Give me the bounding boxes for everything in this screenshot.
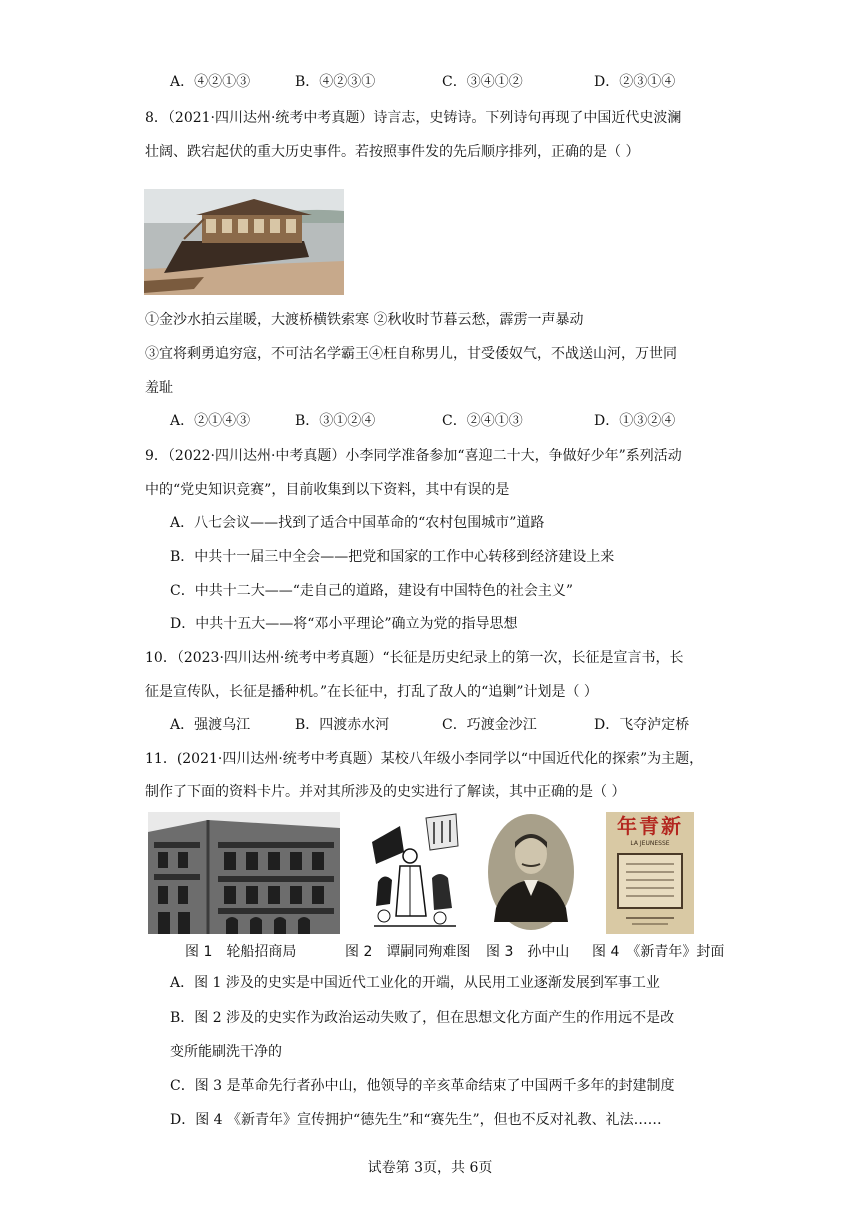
magazine-title: 年青新: [617, 814, 683, 838]
fig3-sun-yat-sen-portrait: [486, 812, 576, 934]
q10-option-c: C．巧渡金沙江: [442, 717, 537, 733]
q10-option-b: B．四渡赤水河: [295, 717, 390, 733]
q8-poem-line2: ③宜将剩勇追穷寇，不可沽名学霸王④枉自称男儿，甘受倭奴气，不战送山河，万世同: [145, 346, 677, 362]
q11-stem-line1: 11．(2021·四川达州·统考中考真题）某校八年级小李同学以“中国近代化的探索”为主题，: [145, 751, 704, 767]
fig1-merchants-building-photo: [148, 812, 340, 934]
fig4-new-youth-cover: [606, 812, 694, 934]
page-footer: 试卷第 3页，共 6页: [367, 1160, 493, 1176]
fig1-caption: 图 1 轮船招商局: [185, 944, 297, 960]
fig3-caption: 图 3 孙中山: [486, 944, 570, 960]
q9-stem-line1: 9．（2022·四川达州·中考真题）小李同学准备参加“喜迎二十大，争做好少年”系列活动: [145, 448, 682, 464]
q9-option-b: B．中共十一届三中全会——把党和国家的工作中心转移到经济建设上来: [170, 549, 615, 565]
q9-option-d: D．中共十五大——将“邓小平理论”确立为党的指导思想: [170, 616, 518, 632]
q10-stem-line2: 征是宣传队，长征是播种机。”在长征中，打乱了敌人的“追剿”计划是（ ）: [145, 684, 598, 700]
q7-option-a: A．④②①③: [170, 74, 251, 90]
q8-stem-line2: 壮阔、跌宕起伏的重大历史事件。若按照事件发的先后顺序排列，正确的是（ ）: [145, 144, 640, 160]
q11-option-b-line2: 变所能刷洗干净的: [170, 1044, 282, 1060]
q11-option-a: A．图 1 涉及的史实是中国近代工业化的开端，从民用工业逐渐发展到军事工业: [170, 975, 660, 991]
q8-stem-line1: 8．（2021·四川达州·统考中考真题）诗言志，史铸诗。下列诗句再现了中国近代史波澜: [145, 110, 682, 126]
q11-stem-line2: 制作了下面的资料卡片。并对其所涉及的史实进行了解读，其中正确的是（ ）: [145, 784, 626, 800]
q9-stem-line2: 中的“党史知识竞赛”，目前收集到以下资料，其中有误的是: [145, 482, 510, 498]
q11-option-b-line1: B．图 2 涉及的史实作为政治运动失败了，但在思想文化方面产生的作用远不是改: [170, 1010, 675, 1026]
q8-option-c: C．②④①③: [442, 413, 523, 429]
q10-option-d: D．飞夺泸定桥: [594, 717, 690, 733]
q10-option-a: A．强渡乌江: [170, 717, 251, 733]
q7-option-d: D．②③①④: [594, 74, 676, 90]
q11-option-c: C．图 3 是革命先行者孙中山，他领导的辛亥革命结束了中国两千多年的封建制度: [170, 1078, 675, 1094]
q11-option-d: D．图 4 《新青年》宣传拥护“德先生”和“赛先生”，但也不反对礼教、礼法……: [170, 1112, 662, 1128]
q7-option-b: B．④②③①: [295, 74, 376, 90]
q8-poem-line3: 羞耻: [145, 380, 173, 396]
q10-stem-line1: 10．（2023·四川达州·统考中考真题）“长征是历史纪录上的第一次，长征是宣言书，长: [145, 650, 684, 666]
q8-option-d: D．①③②④: [594, 413, 676, 429]
magazine-subtitle: LA JEUNESSE: [630, 840, 670, 847]
fig2-tan-sitong-illustration: [370, 812, 460, 934]
q8-poem-line1: ①金沙水拍云崖暖，大渡桥横铁索寒 ②秋收时节暮云愁，霹雳一声暴动: [145, 312, 584, 328]
q8-option-a: A．②①④③: [170, 413, 251, 429]
fig2-caption: 图 2 谭嗣同殉难图: [345, 944, 471, 960]
fig4-caption: 图 4 《新青年》封面: [592, 944, 725, 960]
q9-option-a: A．八七会议——找到了适合中国革命的“农村包围城市”道路: [170, 515, 545, 531]
q8-option-b: B．③①②④: [295, 413, 376, 429]
q9-option-c: C．中共十二大——“走自己的道路，建设有中国特色的社会主义”: [170, 583, 574, 599]
red-boat-photo: [144, 189, 344, 295]
q7-option-c: C．③④①②: [442, 74, 523, 90]
